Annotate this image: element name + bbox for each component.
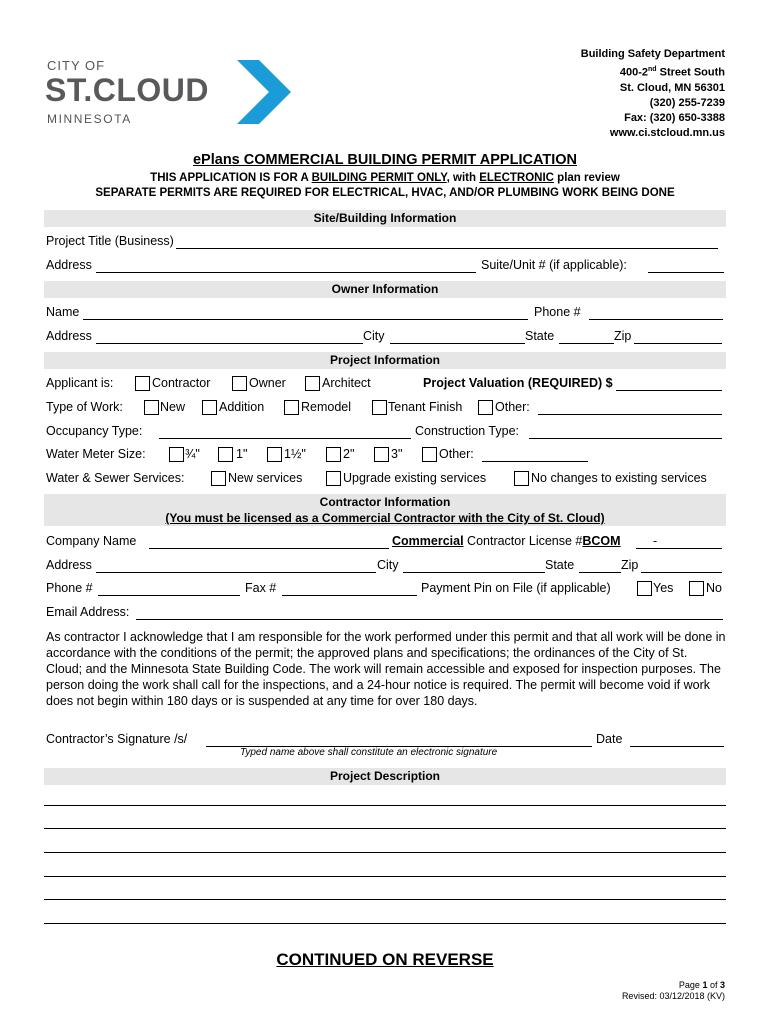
contractor-header-note: (You must be licensed as a Commercial Contractor with the City of St. Cloud) [165,511,605,525]
other-work-checkbox[interactable] [478,400,493,415]
pin-yes-checkbox[interactable] [637,581,652,596]
owner-phone-field[interactable] [589,319,723,320]
page-number: Page 1 of 3 [678,980,725,990]
meter-34-label: ¾" [185,447,200,461]
contractor-address-field[interactable] [96,572,376,573]
contractor-phone-label: Phone # [46,581,93,595]
contractor-section-header [44,494,726,526]
description-section-header: Project Description [44,768,726,785]
contractor-city-label: City [377,558,399,572]
logo-name: ST.CLOUD [45,72,209,108]
form-title: ePlans COMMERCIAL BUILDING PERMIT APPLICATION [192,152,577,168]
meter-2-checkbox[interactable] [326,447,341,462]
continued-on-reverse: CONTINUED ON REVERSE [276,950,494,969]
new-work-label: New [160,400,186,414]
addition-checkbox[interactable] [202,400,217,415]
email-field[interactable] [136,619,723,620]
meter-34-checkbox[interactable] [169,447,184,462]
occupancy-field[interactable] [159,438,411,439]
owner-city-field[interactable] [390,343,525,344]
architect-checkbox[interactable] [305,376,320,391]
site-section-header: Site/Building Information [44,210,726,227]
no-changes-checkbox[interactable] [514,471,529,486]
department-street: 400-2nd Street South [619,66,725,79]
meter-3-label: 3" [391,447,403,461]
contractor-checkbox[interactable] [135,376,150,391]
acknowledgement-text: As contractor I acknowledge that I am responsible for the work performed under this permit and that all work will be done in accordance with the conditions of the permit; the approved plans and specifications; the ordinances of the City of St. Cloud; and the Minnesota State Building Code. The work will remain accessible and exposed for inspection purposes. The person doing the work shall call for the inspections, and a 24-hour notice is required. The permit will become void if work does not begin within 180 days or is suspended at any time for over 180 days. [46,630,726,708]
company-row [46,534,726,552]
license-label: Commercial Contractor License #BCOM [392,534,621,548]
type-of-work-row [46,400,726,418]
owner-address-row [46,329,726,347]
owner-phone-label: Phone # [534,305,581,319]
department-fax: Fax: (320) 650-3388 [624,111,725,124]
email-row [46,605,726,623]
company-name-field[interactable] [149,548,389,549]
department-city: St. Cloud, MN 56301 [619,81,725,94]
payment-pin-label: Payment Pin on File (if applicable) [421,581,611,595]
description-line[interactable] [44,899,726,900]
contractor-fax-field[interactable] [282,595,417,596]
license-number-field[interactable] [636,548,722,549]
remodel-label: Remodel [301,400,352,414]
water-meter-row [46,447,726,465]
meter-1-5-label: 1½" [284,447,306,461]
department-address-block [581,47,725,141]
meter-other-field[interactable] [482,461,588,462]
meter-1-label: 1" [236,447,248,461]
meter-other-checkbox[interactable] [422,447,437,462]
contractor-city-field[interactable] [403,572,545,573]
new-work-checkbox[interactable] [144,400,159,415]
new-services-label: New services [228,471,303,485]
department-website: www.ci.stcloud.mn.us [609,126,725,139]
meter-other-label: Other: [439,447,474,461]
water-sewer-row [46,471,726,489]
project-title-label: Project Title (Business) [46,234,174,248]
project-title-row [46,234,726,252]
logo-state: MINNESOTA [47,112,132,126]
other-work-field[interactable] [538,414,722,415]
contractor-state-label: State [545,558,575,572]
construction-label: Construction Type: [415,424,519,438]
page-footer [622,980,725,1002]
owner-name-row [46,305,726,323]
pin-yes-label: Yes [653,581,674,595]
valuation-label: Project Valuation (REQUIRED) $ [423,376,613,390]
contractor-header-title: Contractor Information [319,495,451,509]
logo-city-of: CITY OF [47,58,106,73]
other-work-label: Other: [495,400,530,414]
contractor-address-row [46,558,726,576]
project-section-header: Project Information [44,352,726,369]
revised-date: Revised: 03/12/2018 (KV) [621,991,725,1001]
occupancy-row [46,424,726,442]
license-dash: - [653,534,658,548]
description-line[interactable] [44,876,726,877]
tenant-finish-label: Tenant Finish [388,400,463,414]
occupancy-label: Occupancy Type: [46,424,143,438]
meter-3-checkbox[interactable] [374,447,389,462]
upgrade-services-checkbox[interactable] [326,471,341,486]
email-label: Email Address: [46,605,130,619]
owner-address-label: Address [46,329,92,343]
logo-chevron-icon [237,60,291,124]
remodel-checkbox[interactable] [284,400,299,415]
company-name-label: Company Name [46,534,137,548]
pin-no-checkbox[interactable] [689,581,704,596]
signature-date-label: Date [596,732,623,746]
water-sewer-label: Water & Sewer Services: [46,471,185,485]
description-line[interactable] [44,852,726,853]
contractor-phone-field[interactable] [98,595,240,596]
pin-no-label: No [706,581,722,595]
owner-checkbox[interactable] [232,376,247,391]
signature-label: Contractor’s Signature /s/ [46,732,188,746]
department-name: Building Safety Department [580,48,725,60]
owner-option-label: Owner [249,376,286,390]
owner-zip-label: Zip [614,329,632,343]
contractor-address-label: Address [46,558,92,572]
city-logo [45,58,295,130]
meter-1-5-checkbox[interactable] [267,447,282,462]
applicant-row [46,376,726,394]
owner-state-field[interactable] [559,343,614,344]
architect-option-label: Architect [322,376,371,390]
owner-state-label: State [525,329,555,343]
site-address-field[interactable] [96,272,476,273]
owner-zip-field[interactable] [634,343,722,344]
owner-name-label: Name [46,305,80,319]
owner-name-field[interactable] [83,319,528,320]
suite-field[interactable] [648,272,724,273]
signature-date-field[interactable] [630,746,724,747]
upgrade-services-label: Upgrade existing services [343,471,487,485]
no-changes-label: No changes to existing services [531,471,707,485]
construction-field[interactable] [529,438,722,439]
description-line[interactable] [44,805,726,806]
valuation-field[interactable] [616,390,722,391]
signature-note: Typed name above shall constitute an electronic signature [240,747,498,758]
form-subtitle-2: SEPARATE PERMITS ARE REQUIRED FOR ELECTRICAL, HVAC, AND/OR PLUMBING WORK BEING DONE [95,187,675,199]
meter-2-label: 2" [343,447,355,461]
department-phone: (320) 255-7239 [649,96,725,109]
contractor-phone-row [46,581,726,599]
contractor-zip-field[interactable] [641,572,722,573]
owner-city-label: City [363,329,385,343]
water-meter-label: Water Meter Size: [46,447,146,461]
owner-address-field[interactable] [96,343,363,344]
project-title-field[interactable] [176,248,718,249]
description-line[interactable] [44,923,726,924]
contractor-zip-label: Zip [621,558,639,572]
site-address-label: Address [46,258,92,272]
contractor-option-label: Contractor [152,376,211,390]
tenant-finish-checkbox[interactable] [372,400,387,415]
contractor-state-field[interactable] [579,572,621,573]
contractor-fax-label: Fax # [245,581,277,595]
meter-1-checkbox[interactable] [218,447,233,462]
description-line[interactable] [44,828,726,829]
suite-label: Suite/Unit # (if applicable): [481,258,627,272]
owner-section-header: Owner Information [44,281,726,298]
new-services-checkbox[interactable] [211,471,226,486]
addition-label: Addition [219,400,265,414]
form-subtitle-1: THIS APPLICATION IS FOR A BUILDING PERMIT ONLY, with ELECTRONIC plan review [150,172,620,184]
type-of-work-label: Type of Work: [46,400,123,414]
applicant-label: Applicant is: [46,376,114,390]
site-address-row [46,258,726,276]
